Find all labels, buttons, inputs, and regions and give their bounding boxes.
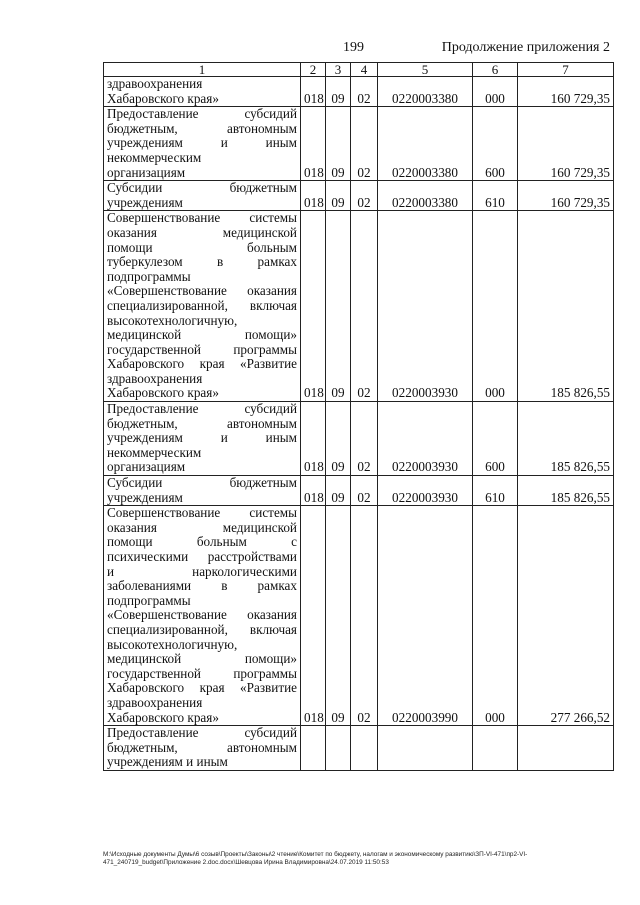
row-name-line: бюджетным, автономным <box>107 415 297 431</box>
row-name-line: Предоставление субсидий <box>107 401 297 417</box>
target-article-cell: 0220003380 <box>378 107 473 181</box>
subsection-code-cell <box>351 726 378 771</box>
table-row <box>104 107 614 181</box>
row-name-line: Хабаровского края» <box>107 385 219 401</box>
row-name-line: государственной программы <box>107 341 297 357</box>
amount-cell: 185 826,55 <box>518 476 614 506</box>
ministry-code-cell: 018 <box>301 476 326 506</box>
table-header-row <box>104 63 614 77</box>
column-header: 2 <box>301 63 326 77</box>
row-name-line: заболеваниями в рамках <box>107 578 297 594</box>
expense-type-cell <box>473 726 518 771</box>
row-name-line: «Совершенствование оказания <box>107 283 297 299</box>
row-name-line: организациям <box>107 459 186 475</box>
row-name-cell <box>104 506 301 726</box>
row-name-line: Предоставление субсидий <box>107 106 297 122</box>
row-name-line: помощи больным <box>107 239 297 255</box>
expense-type-cell: 610 <box>473 476 518 506</box>
row-name-line: оказания медицинской <box>107 519 297 535</box>
row-name-line: здравоохранения <box>107 76 203 91</box>
row-name-cell <box>104 726 301 771</box>
ministry-code-cell: 018 <box>301 107 326 181</box>
row-name-line: бюджетным, автономным <box>107 739 297 755</box>
row-name-line: Совершенствование системы <box>107 210 297 226</box>
row-name-line: здравоохранения <box>107 370 203 386</box>
section-code-cell: 09 <box>326 181 351 211</box>
amount-cell: 277 266,52 <box>518 506 614 726</box>
amount-cell: 160 729,35 <box>518 77 614 107</box>
row-name-line: Хабаровского края» <box>107 709 219 725</box>
target-article-cell: 0220003930 <box>378 211 473 402</box>
ministry-code-cell: 018 <box>301 77 326 107</box>
table-row <box>104 77 614 107</box>
target-article-cell: 0220003930 <box>378 402 473 476</box>
subsection-code-cell: 02 <box>351 107 378 181</box>
ministry-code-cell <box>301 726 326 771</box>
row-name-line: организациям <box>107 164 186 180</box>
section-code-cell: 09 <box>326 107 351 181</box>
amount-cell <box>518 726 614 771</box>
table-row <box>104 476 614 506</box>
row-name-line: здравоохранения <box>107 694 203 710</box>
target-article-cell: 0220003930 <box>378 476 473 506</box>
row-name-line: Хабаровского края «Развитие <box>107 356 297 372</box>
row-name-line: высокотехнологичную, <box>107 312 238 328</box>
section-code-cell: 09 <box>326 402 351 476</box>
amount-cell: 185 826,55 <box>518 402 614 476</box>
subsection-code-cell: 02 <box>351 77 378 107</box>
table-row <box>104 506 614 726</box>
ministry-code-cell: 018 <box>301 181 326 211</box>
row-name-line: учреждениям и иным <box>107 135 297 151</box>
column-header: 1 <box>104 63 301 77</box>
table-row <box>104 181 614 211</box>
row-name-line: некоммерческим <box>107 149 202 165</box>
page-number: 199 <box>343 40 364 55</box>
row-name-line: медицинской помощи» <box>107 651 297 667</box>
expense-type-cell: 610 <box>473 181 518 211</box>
column-header: 6 <box>473 63 518 77</box>
row-name-line: оказания медицинской <box>107 224 297 240</box>
row-name-cell <box>104 476 301 506</box>
row-name-line: учреждениям и иным <box>107 754 228 770</box>
ministry-code-cell: 018 <box>301 402 326 476</box>
row-name-cell <box>104 181 301 211</box>
row-name-cell <box>104 211 301 402</box>
target-article-cell: 0220003380 <box>378 181 473 211</box>
row-name-line: специализированной, включая <box>107 297 297 313</box>
row-name-line: государственной программы <box>107 665 297 681</box>
row-name-line: Хабаровского края» <box>107 90 219 106</box>
subsection-code-cell: 02 <box>351 506 378 726</box>
row-name-line: медицинской помощи» <box>107 327 297 343</box>
section-code-cell: 09 <box>326 77 351 107</box>
row-name-line: некоммерческим <box>107 444 202 460</box>
expense-type-cell: 000 <box>473 211 518 402</box>
column-header: 4 <box>351 63 378 77</box>
subsection-code-cell: 02 <box>351 211 378 402</box>
row-name-line: психическими расстройствами <box>107 549 297 564</box>
ministry-code-cell: 018 <box>301 506 326 726</box>
column-header: 5 <box>378 63 473 77</box>
row-name-line: туберкулезом в рамках <box>107 254 297 270</box>
row-name-line: Субсидии бюджетным <box>107 180 297 196</box>
subsection-code-cell: 02 <box>351 181 378 211</box>
row-name-line: бюджетным, автономным <box>107 120 297 136</box>
target-article-cell: 0220003380 <box>378 77 473 107</box>
amount-cell: 160 729,35 <box>518 181 614 211</box>
row-name-line: Предоставление субсидий <box>107 725 297 741</box>
row-name-cell <box>104 402 301 476</box>
amount-cell: 185 826,55 <box>518 211 614 402</box>
row-name-line: и наркологическими <box>107 563 297 579</box>
subsection-code-cell: 02 <box>351 476 378 506</box>
column-header: 3 <box>326 63 351 77</box>
column-header: 7 <box>518 63 614 77</box>
table-row <box>104 726 614 771</box>
amount-cell: 160 729,35 <box>518 107 614 181</box>
expense-type-cell: 000 <box>473 77 518 107</box>
expense-type-cell: 000 <box>473 506 518 726</box>
row-name-line: подпрограммы <box>107 592 191 608</box>
row-name-line: помощи больным с <box>107 534 297 550</box>
row-name-cell <box>104 77 301 107</box>
row-name-line: Субсидии бюджетным <box>107 475 297 491</box>
table-row <box>104 402 614 476</box>
target-article-cell: 0220003990 <box>378 506 473 726</box>
row-name-line: высокотехнологичную, <box>107 636 238 652</box>
continuation-label: Продолжение приложения 2 <box>441 40 610 55</box>
row-name-line: учреждениям и иным <box>107 430 297 446</box>
row-name-line: Хабаровского края «Развитие <box>107 680 297 696</box>
subsection-code-cell: 02 <box>351 402 378 476</box>
expense-type-cell: 600 <box>473 402 518 476</box>
row-name-line: Совершенствование системы <box>107 505 297 521</box>
section-code-cell: 09 <box>326 476 351 506</box>
row-name-line: специализированной, включая <box>107 621 297 637</box>
row-name-cell <box>104 107 301 181</box>
row-name-line: «Совершенствование оказания <box>107 607 297 623</box>
document-path-footer: M:\Исходные документы Думы\6 созыв\Проекты\Законы\2 чтение\Комитет по бюджету, налогам и экономическому развитию\ЗП-VI-471\пр2-VI-471_240719_budget\Приложение 2.doc.docx\Шевцова Ирина Владимировна\24.07.2019 11:50:53 <box>103 851 528 867</box>
table-row <box>104 211 614 402</box>
row-name-line: учреждениям <box>107 194 183 210</box>
expense-type-cell: 600 <box>473 107 518 181</box>
row-name-line: учреждениям <box>107 489 183 505</box>
target-article-cell <box>378 726 473 771</box>
section-code-cell: 09 <box>326 211 351 402</box>
section-code-cell: 09 <box>326 506 351 726</box>
ministry-code-cell: 018 <box>301 211 326 402</box>
row-name-line: подпрограммы <box>107 268 191 284</box>
section-code-cell <box>326 726 351 771</box>
budget-table <box>103 62 614 771</box>
